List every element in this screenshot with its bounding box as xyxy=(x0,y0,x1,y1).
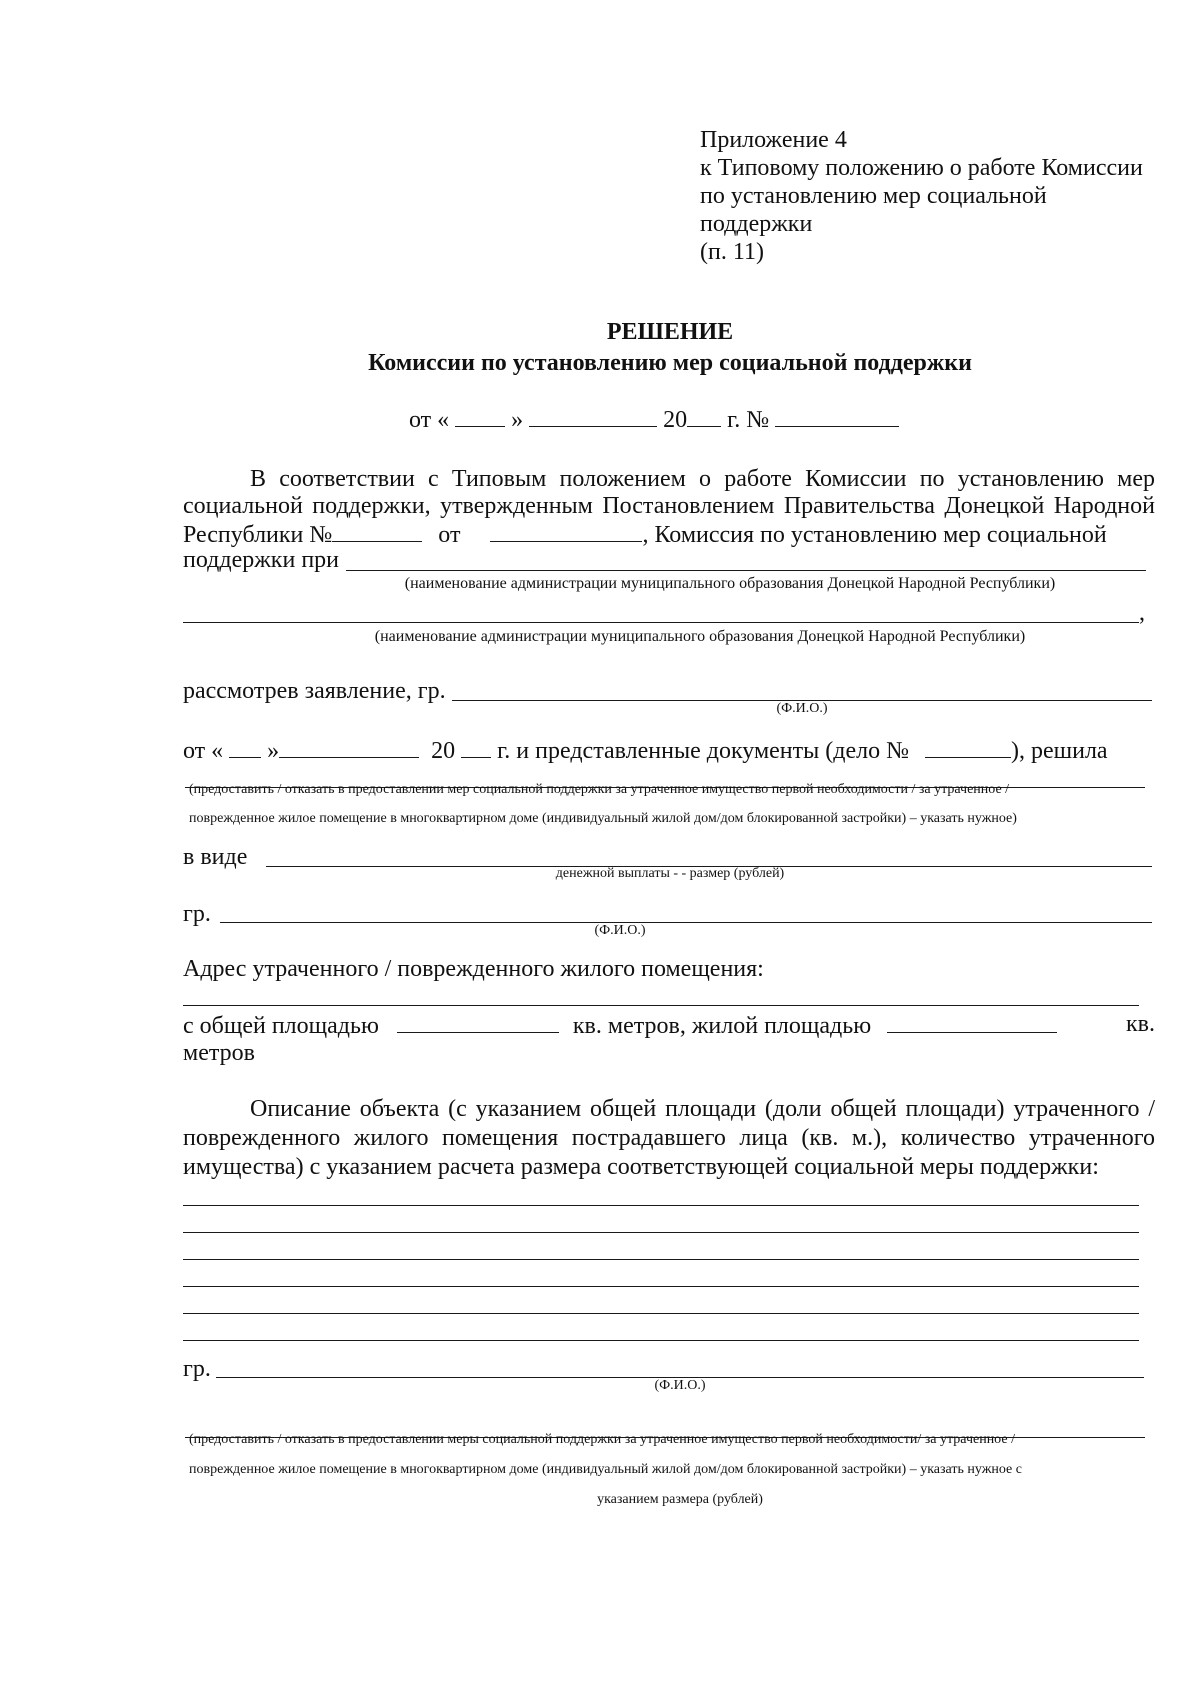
area-meters-label: метров xyxy=(183,1040,255,1066)
caption-fio-3: (Ф.И.О.) xyxy=(654,1378,706,1393)
in-form-label: в виде xyxy=(183,844,248,870)
date-line xyxy=(409,404,899,434)
date-month-field[interactable] xyxy=(529,404,657,427)
caption-decision-1: (предоставить / отказать в предоставлении мер социальной поддержки за утраченное имущество первой необходимости / за утраченное / xyxy=(189,782,1010,797)
comma: , xyxy=(1139,600,1145,626)
para1-line-4: поддержки при xyxy=(183,547,339,573)
description-line-3: имущества) с указанием расчета размера соответствующей социальной меры поддержки: xyxy=(183,1154,1099,1180)
document-subtitle: Комиссии по установлению мер социальной поддержки xyxy=(368,350,972,376)
date-close-quote: » xyxy=(511,407,524,433)
caption-final-2: поврежденное жилое помещение в многоквартирном доме (индивидуальный жилой дом/дом блокированной застройки) – указать нужное с xyxy=(189,1462,1022,1477)
para1-line-1: В соответствии с Типовым положением о работе Комиссии по установлению мер xyxy=(250,466,1155,492)
living-area-field[interactable] xyxy=(887,1010,1057,1033)
area-kv-label: кв. xyxy=(1126,1011,1155,1037)
description-field-line-4[interactable] xyxy=(183,1286,1139,1287)
date-day-field[interactable] xyxy=(455,404,505,427)
caption-admin-2: (наименование администрации муниципального образования Донецкой Народной Республики) xyxy=(374,628,1026,645)
docs-day-field[interactable] xyxy=(229,735,261,758)
considered-label: рассмотрев заявление, гр. xyxy=(183,678,446,704)
description-field-line-3[interactable] xyxy=(183,1259,1139,1260)
appendix-line-4: поддержки xyxy=(700,211,813,237)
docs-year-field[interactable] xyxy=(461,735,491,758)
appendix-line-1: Приложение 4 xyxy=(700,127,847,153)
caption-decision-2: поврежденное жилое помещение в многоквартирном доме (индивидуальный жилой дом/дом блокированной застройки) – указать нужное) xyxy=(189,811,1017,826)
total-area-field[interactable] xyxy=(397,1010,559,1033)
description-field-line-2[interactable] xyxy=(183,1232,1139,1233)
appendix-block xyxy=(700,126,1143,266)
admin-name-line-2[interactable] xyxy=(183,622,1139,623)
address-line[interactable] xyxy=(183,1005,1139,1006)
date-g-no: г. № xyxy=(727,407,770,433)
description-line-2: поврежденного жилого помещения пострадавшего лица (кв. м.), количество утраченного xyxy=(183,1125,1155,1151)
caption-admin-1: (наименование администрации муниципального образования Донецкой Народной Республики) xyxy=(404,575,1056,592)
document-title: РЕШЕНИЕ xyxy=(606,319,734,345)
area-line xyxy=(183,1010,1155,1040)
admin-name-line-1[interactable] xyxy=(346,570,1146,571)
para1-line-3 xyxy=(183,519,1155,549)
docs-rest: г. и представленные документы (дело № xyxy=(497,738,909,764)
para1-line-2: социальной поддержки, утвержденным Постановлением Правительства Донецкой Народной xyxy=(183,493,1155,519)
docs-line xyxy=(183,735,1155,765)
date-year-field[interactable] xyxy=(687,404,721,427)
docs-decided: ), решила xyxy=(1010,738,1108,764)
appendix-line-2: к Типовому положению о работе Комиссии xyxy=(700,155,1143,181)
caption-final-3: указанием размера (рублей) xyxy=(597,1492,763,1507)
caption-final-1: (предоставить / отказать в предоставлении меры социальной поддержки за утраченное имущество первой необходимости/ за утраченное / xyxy=(189,1432,1015,1447)
gr-label-1: гр. xyxy=(183,901,211,927)
area-total-label: с общей площадью xyxy=(183,1013,379,1039)
docs-year: 20 xyxy=(431,738,456,764)
address-label: Адрес утраченного / поврежденного жилого помещения: xyxy=(183,956,764,982)
case-number-field[interactable] xyxy=(925,735,1011,758)
resolution-number-label: Республики № xyxy=(183,522,333,548)
date-year: 20 xyxy=(663,407,688,433)
commission-text: , Комиссия по установлению мер социальной xyxy=(642,522,1107,548)
resolution-from-label: от xyxy=(438,522,461,548)
gr-label-2: гр. xyxy=(183,1356,211,1382)
docs-month-field[interactable] xyxy=(279,735,419,758)
description-field-line-6[interactable] xyxy=(183,1340,1139,1341)
description-field-line-5[interactable] xyxy=(183,1313,1139,1314)
docs-close-quote: » xyxy=(267,738,280,764)
appendix-line-5: (п. 11) xyxy=(700,239,764,265)
appendix-line-3: по установлению мер социальной xyxy=(700,183,1047,209)
description-field-line-1[interactable] xyxy=(183,1205,1139,1206)
description-line-1: Описание объекта (с указанием общей площади (доли общей площади) утраченного / xyxy=(250,1096,1155,1122)
date-from: от « xyxy=(409,407,450,433)
resolution-number-field[interactable] xyxy=(332,519,422,542)
caption-fio-2: (Ф.И.О.) xyxy=(594,923,646,938)
docs-from: от « xyxy=(183,738,224,764)
area-sqm-label: кв. метров, жилой площадью xyxy=(572,1013,872,1039)
caption-fio-1: (Ф.И.О.) xyxy=(776,701,828,716)
resolution-date-field[interactable] xyxy=(490,519,642,542)
caption-payment: денежной выплаты - - размер (рублей) xyxy=(555,866,785,881)
decision-number-field[interactable] xyxy=(775,404,899,427)
